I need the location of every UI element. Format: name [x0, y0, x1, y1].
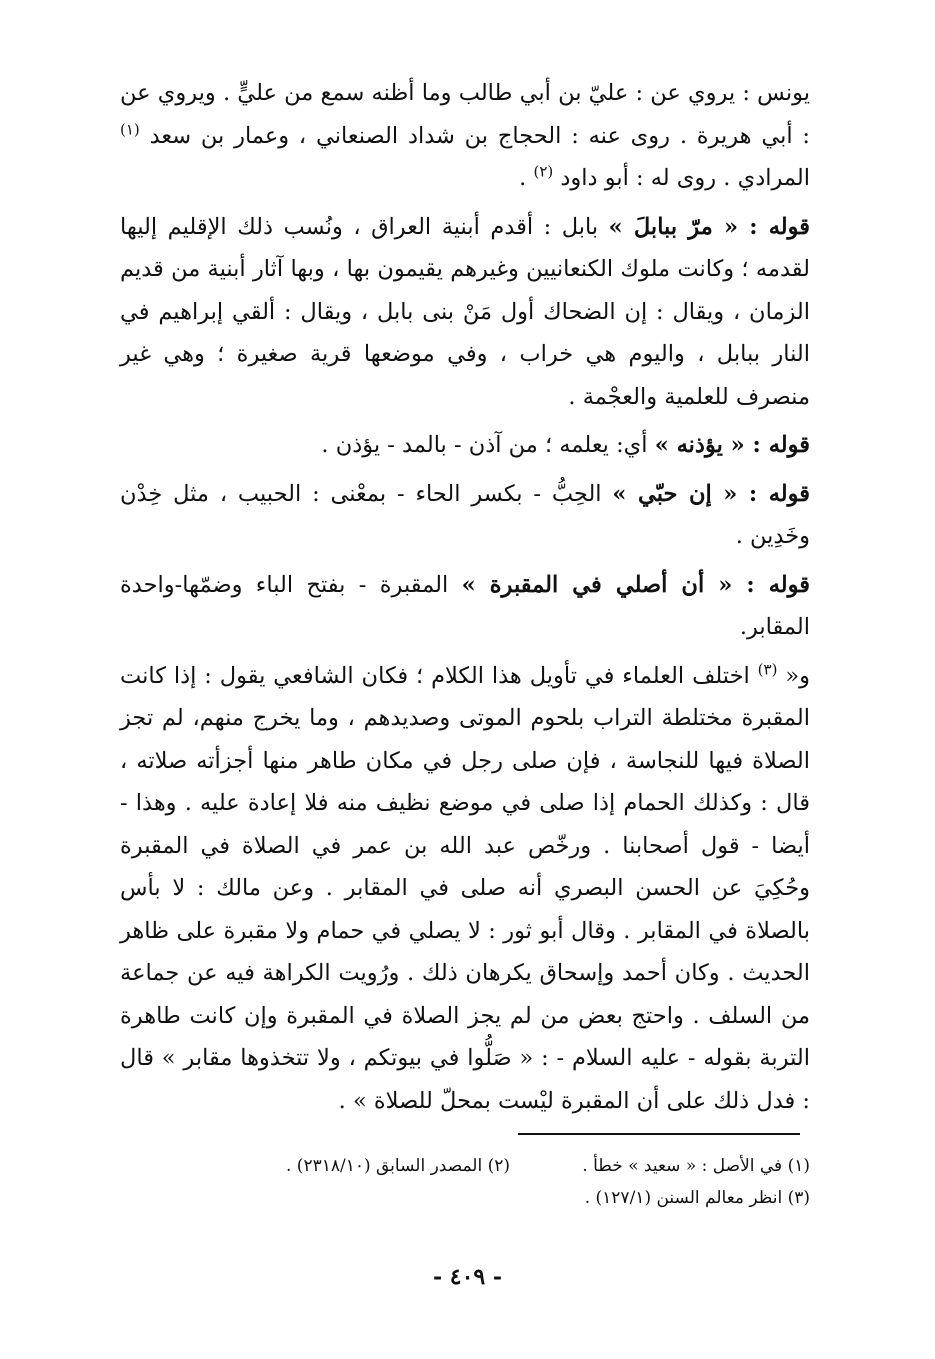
- paragraph-yudhinuhu-heading: قوله : « يؤذنه »: [654, 432, 810, 458]
- footnote-ref-1[interactable]: (١): [120, 120, 140, 138]
- paragraph-scholars-open: و«: [785, 662, 810, 689]
- paragraph-narrator: [120, 72, 810, 200]
- footnote-row-2: [150, 1182, 810, 1214]
- paragraph-maqbara-text: المقبرة - بفتح الباء وضمّها-واحدة المقابر.: [120, 571, 810, 640]
- paragraph-hibbi-text: الحِبُّ - بكسر الحاء - بمعْنى : الحبيب ، مثل خِدْن وخَدِين .: [120, 480, 810, 549]
- paragraph-scholars-text: اختلف العلماء في تأويل هذا الكلام ؛ فكان الشافعي يقول : إذا كانت المقبرة مختلطة التراب بلحوم الموتى وصديدهم ، وما يخرج منهم، لم تجز الصلاة فيها للنجاسة ، فإن صلى رجل في مكان طاهر منها أجزأته صلاته ، قال : وكذلك الحمام إذا صلى في موضع نظيف منه فلا إعادة عليه . وهذا - أيضا - قول أصحابنا . ورخّص عبد الله بن عمر في الصلاة في المقبرة وحُكِيَ عن الحسن البصري أنه صلى في المقابر . وعن مالك : لا بأس بالصلاة في المقابر . وقال أبو ثور : لا يصلي في حمام ولا مقبرة على ظاهر الحديث . وكان أحمد وإسحاق يكرهان ذلك . ورُويت الكراهة فيه عن جماعة من السلف . واحتج بعض من لم يجز الصلاة في المقبرة وإن كانت طاهرة التربة بقوله - عليه السلام - : « صَلُّوا في بيوتكم ، ولا تتخذوها مقابر » قال : فدل ذلك على أن المقبرة ليْست بمحلّ للصلاة » .: [120, 662, 810, 1114]
- paragraph-yudhinuhu: [120, 424, 810, 467]
- footnote-1: (١) في الأصل : « سعيد » خطأ .: [582, 1156, 810, 1176]
- paragraph-scholars: [120, 655, 810, 1123]
- paragraph-maqbara: [120, 564, 810, 649]
- footnote-ref-2[interactable]: (٢): [533, 162, 554, 181]
- main-text: [120, 72, 810, 1122]
- page-number: - ٤٠٩ -: [432, 1264, 503, 1290]
- paragraph-babel: [120, 206, 810, 419]
- paragraph-hibbi: [120, 473, 810, 558]
- footnotes: [150, 1150, 810, 1214]
- paragraph-narrator-end: .: [519, 165, 527, 191]
- paragraph-hibbi-heading: قوله : « إن حبّي »: [612, 480, 811, 507]
- paragraph-babel-text: بابل : أقدم أبنية العراق ، ونُسب ذلك الإقليم إليها لقدمه ؛ وكانت ملوك الكنعانيين وغيرهم يقيمون بها ، وبها آثار أبنية من قديم الزمان ، ويقال : إن الضحاك أول مَنْ بنى بابل ، ويقال : ألقي إبراهيم في النار ببابل ، واليوم هي خراب ، وفي موضعها قرية صغيرة ؛ وهي غير منصرف للعلمية والعجْمة .: [120, 213, 810, 410]
- footnote-ref-3[interactable]: (٣): [757, 660, 778, 678]
- paragraph-yudhinuhu-text: أي: يعلمه ؛ من آذن - بالمد - يؤذن .: [321, 432, 648, 458]
- paragraph-babel-heading: قوله : « مرّ ببابلَ »: [608, 213, 810, 240]
- footnote-divider: [518, 1133, 800, 1135]
- paragraph-narrator-mid: المرادي . روى له : أبو داود: [560, 165, 810, 191]
- footnote-2: (٢) المصدر السابق (٢٣١٨/١٠) .: [286, 1156, 510, 1176]
- footnote-row-1: [150, 1150, 810, 1182]
- footnote-3: (٣) انظر معالم السنن (١٢٧/١) .: [584, 1188, 810, 1208]
- paragraph-narrator-text: يونس : يروي عن : عليّ بن أبي طالب وما أظنه سمع من عليٍّ . ويروي عن : أبي هريرة . روى عنه : الحجاج بن شداد الصنعاني ، وعمار بن سعد: [120, 80, 810, 149]
- paragraph-maqbara-heading: قوله : « أن أصلي في المقبرة »: [461, 571, 811, 598]
